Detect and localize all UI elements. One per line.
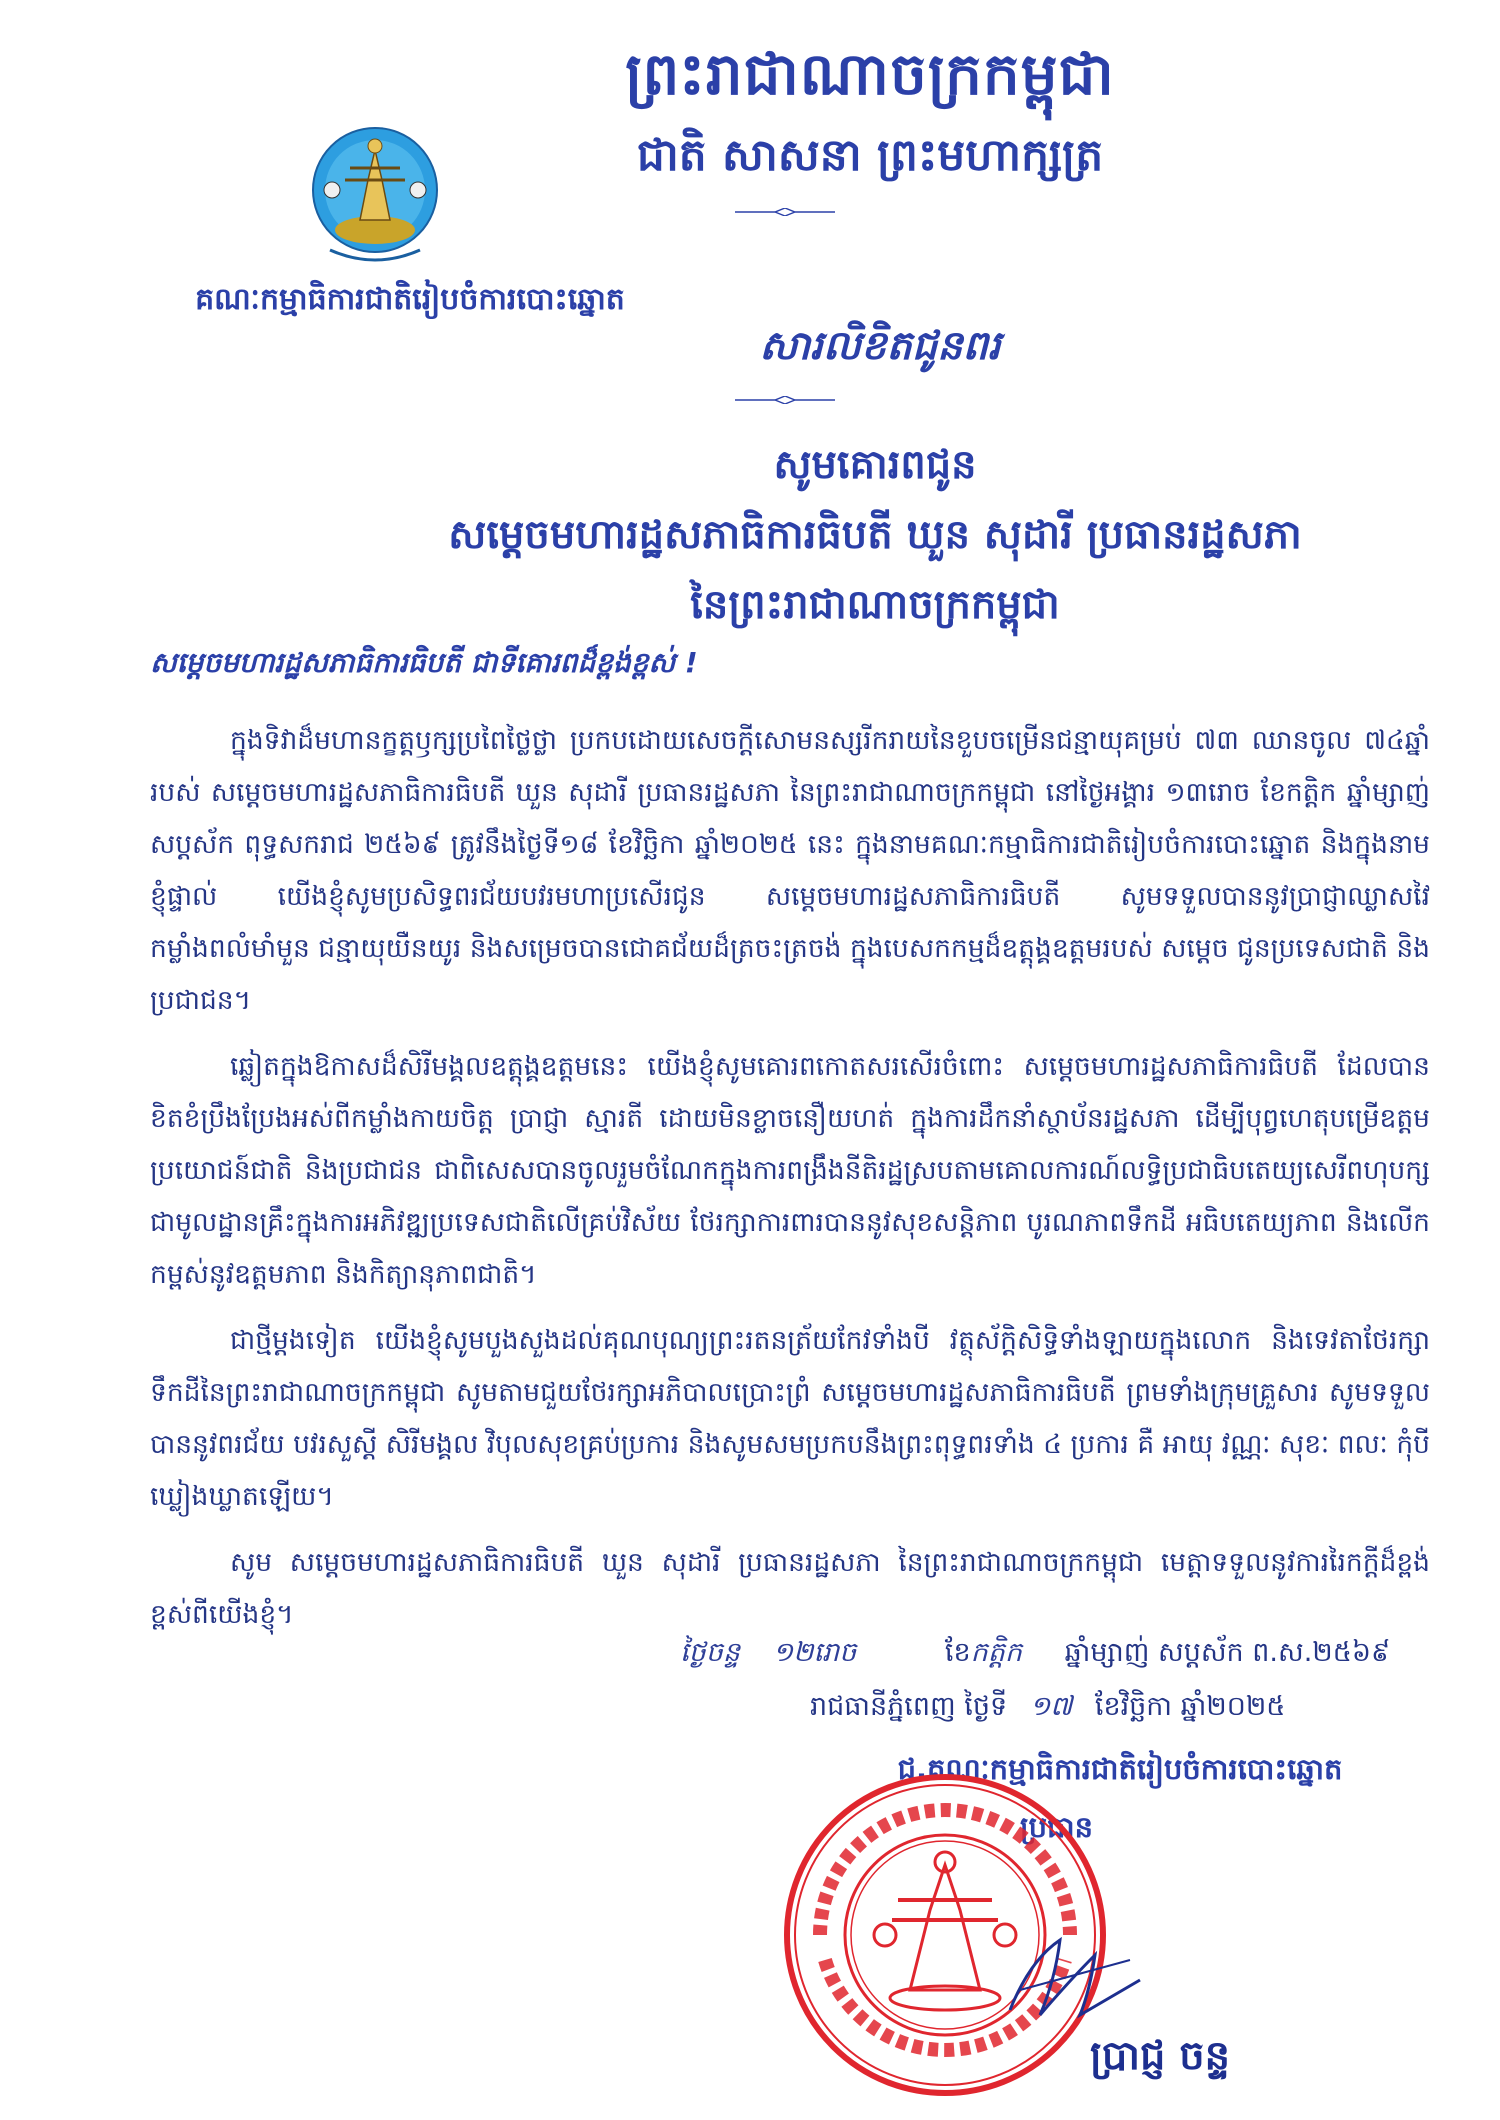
signer-name: ប្រាជ្ញ ចន្ទ [1089, 2033, 1231, 2079]
lunar-day-prefix: ថ្ងៃចន្ទ [680, 1637, 740, 1668]
kingdom-heading: ព្រះរាជាណាចក្រកម្ពុជា [625, 40, 1115, 108]
solar-month-year: ខែវិច្ឆិកា ឆ្នាំ២០២៥ [1094, 1691, 1286, 1722]
org-name: គណៈកម្មាធិការជាតិរៀបចំការបោះឆ្នោត [195, 282, 625, 317]
letter-body [150, 715, 1430, 1655]
motto-divider [735, 208, 835, 212]
title-divider [735, 396, 835, 400]
month-prefix: ខែ [944, 1637, 971, 1668]
lunar-date-line [680, 1636, 1440, 1675]
addressee-line-3: នៃព្រះរាជាណាចក្រកម្ពុជា [690, 582, 1060, 628]
addressee-line-1: សូមគោរពជូន [773, 442, 977, 488]
lunar-year: ឆ្នាំម្សាញ់ សប្តស័ក ព.ស.២៥៦៩ [1064, 1637, 1391, 1668]
place-prefix: រាជធានីភ្នំពេញ ថ្ងៃទី [810, 1691, 1008, 1722]
nec-logo [290, 110, 460, 280]
addressee-block [330, 430, 1420, 640]
paragraph-2: ឆ្លៀតក្នុងឱកាសដ៏សិរីមង្គលឧត្តុង្គឧត្តមនេះ យើងខ្ញុំសូមគោរពកោតសរសើរចំពោះ សម្តេចមហារដ្ឋសភាធិការធិបតី ដែលបានខិតខំប្រឹងប្រែងអស់ពីកម្លាំងកាយចិត្ត ប្រាជ្ញា ស្មារតី ដោយមិនខ្លាចនឿយហត់ ក្នុងការដឹកនាំស្ថាប័នរដ្ឋសភា ដើម្បីបុព្វហេតុបម្រើឧត្តមប្រយោជន៍ជាតិ និងប្រជាជន ជាពិសេសបានចូលរួមចំណែកក្នុងការពង្រឹងនីតិរដ្ឋស្របតាមគោលការណ៍លទ្ធិប្រជាធិបតេយ្យសេរីពហុបក្ស ជាមូលដ្ឋានគ្រឹះក្នុងការអភិវឌ្ឍប្រទេសជាតិលើគ្រប់វិស័យ ថែរក្សាការពារបាននូវសុខសន្តិភាព បូរណភាពទឹកដី អធិបតេយ្យភាព និងលើកកម្ពស់នូវឧត្តមភាព និងកិត្យានុភាពជាតិ។ [150, 1051, 1430, 1290]
solar-date-line [810, 1690, 1450, 1729]
national-motto: ជាតិ សាសនា ព្រះមហាក្សត្រ [636, 130, 1104, 181]
handwritten-signature [1000, 1920, 1150, 2030]
lunar-month: កត្តិក [970, 1637, 1023, 1668]
paragraph-1: ក្នុងទិវាដ៏មហានក្ខត្តឫក្សប្រពៃថ្លៃថ្លា ប្រកបដោយសេចក្តីសោមនស្សរីករាយនៃខួបចម្រើនជន្មាយុគម្រប់ ៧៣ ឈានចូល ៧៤ឆ្នាំ របស់ សម្តេចមហារដ្ឋសភាធិការធិបតី ឃួន សុដារី ប្រធានរដ្ឋសភា នៃព្រះរាជាណាចក្រកម្ពុជា នៅថ្ងៃអង្គារ ១៣រោច ខែកត្តិក ឆ្នាំម្សាញ់ សប្តស័ក ពុទ្ធសករាជ ២៥៦៩ ត្រូវនឹងថ្ងៃទី១៨ ខែវិច្ឆិកា ឆ្នាំ២០២៥ នេះ ក្នុងនាមគណៈកម្មាធិការជាតិរៀបចំការបោះឆ្នោត និងក្នុងនាមខ្ញុំផ្ទាល់ យើងខ្ញុំសូមប្រសិទ្ធពរជ័យបវរមហាប្រសើរជូន សម្តេចមហារដ្ឋសភាធិការធិបតី សូមទទួលបាននូវប្រាជ្ញាឈ្លាសវៃ កម្លាំងពលំមាំមួន ជន្មាយុយឺនយូរ និងសម្រេចបានជោគជ័យដ៏ត្រចះត្រចង់ ក្នុងបេសកកម្មដ៏ឧត្តុង្គឧត្តមរបស់ សម្តេច ជូនប្រទេសជាតិ និងប្រជាជន។ [150, 725, 1430, 1016]
signature-org: ជ.គណៈកម្មាធិការជាតិរៀបចំការបោះឆ្នោត [897, 1752, 1343, 1786]
paragraph-3: ជាថ្មីម្តងទៀត យើងខ្ញុំសូមបួងសួងដល់គុណបុណ្យព្រះរតនត្រ័យកែវទាំងបី វត្ថុស័ក្តិសិទ្ធិទាំងឡាយក្នុងលោក និងទេវតាថែរក្សាទឹកដីនៃព្រះរាជាណាចក្រកម្ពុជា សូមតាមជួយថែរក្សាអភិបាលប្រោះព្រំ សម្តេចមហារដ្ឋសភាធិការធិបតី ព្រមទាំងក្រុមគ្រួសារ សូមទទួលបាននូវពរជ័យ បវរសួស្តី សិរីមង្គល វិបុលសុខគ្រប់ប្រការ និងសូមសមប្រកបនឹងព្រះពុទ្ធពរទាំង ៤ ប្រការ គឺ អាយុ វណ្ណៈ សុខៈ ពលៈ កុំបីឃ្លៀងឃ្លាតឡើយ។ [150, 1325, 1430, 1512]
signature-title: ប្រធាន [1020, 1810, 1094, 1844]
lunar-day: ១២រោច [772, 1637, 857, 1668]
solar-day: ១៧ [1029, 1691, 1073, 1722]
document-title: សារលិខិតជូនពរ [759, 323, 1001, 369]
salutation: សម្តេចមហារដ្ឋសភាធិការធិបតី ជាទីគោរពដ៏ខ្ពង់ខ្ពស់ ! [150, 646, 698, 679]
paragraph-4: សូម សម្តេចមហារដ្ឋសភាធិការធិបតី ឃួន សុដារី ប្រធានរដ្ឋសភា នៃព្រះរាជាណាចក្រកម្ពុជា មេត្តាទទួលនូវការរៃកក្តីដ៏ខ្ពង់ខ្ពស់ពីយើងខ្ញុំ។ [150, 1547, 1430, 1630]
addressee-line-2: សម្តេចមហារដ្ឋសភាធិការធិបតី ឃួន សុដារី ប្រធានរដ្ឋសភា [448, 512, 1302, 558]
